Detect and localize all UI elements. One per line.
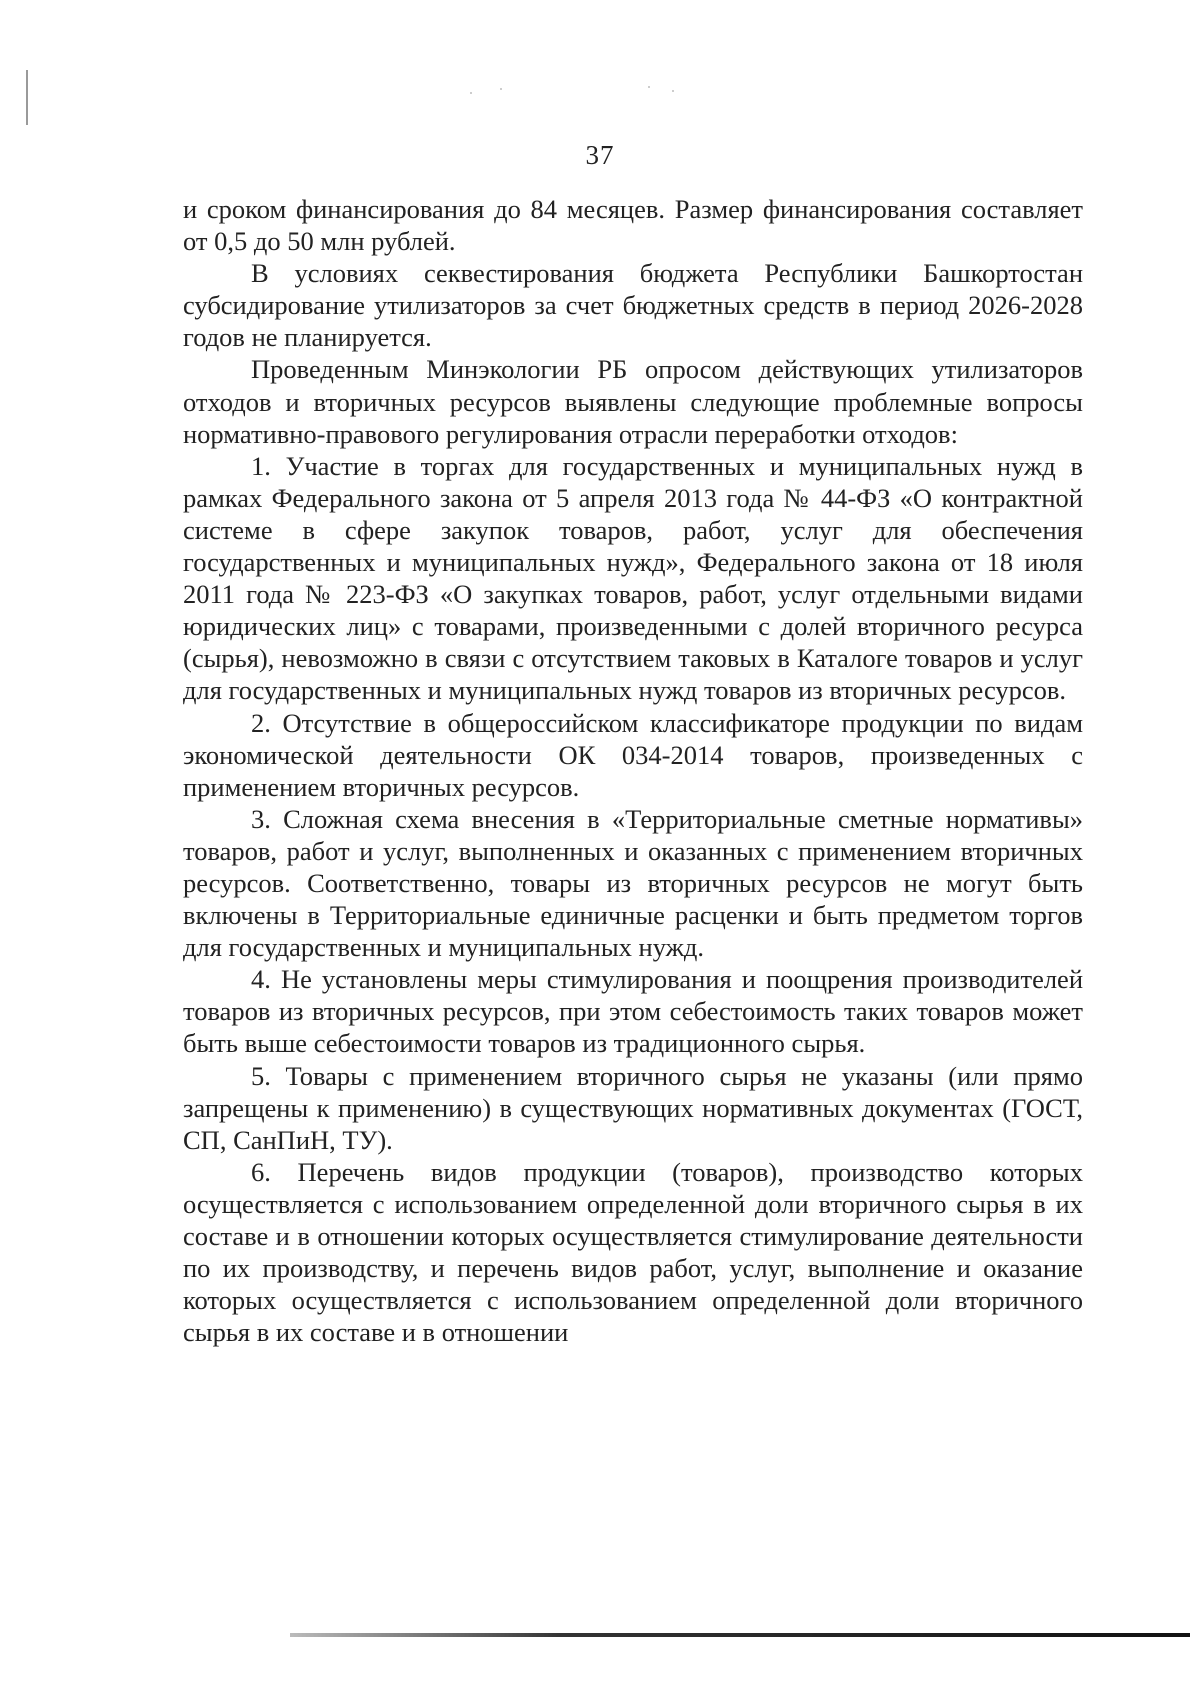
paragraph-survey: Проведенным Минэкологии РБ опросом действующих утилизаторов отходов и вторичных ресурсов выявлены следующие проблемные вопросы нормативно-правового регулирования отрасли переработки отходов: xyxy=(183,354,1083,449)
list-item-4: 4. Не установлены меры стимулирования и поощрения производителей товаров из вторичных ресурсов, при этом себестоимость таких товаров может быть выше себестоимости товаров из традиционного сырья. xyxy=(183,964,1083,1059)
scan-edge-mark xyxy=(26,70,28,125)
scan-speck xyxy=(672,90,674,92)
scan-speck xyxy=(648,86,650,88)
page-number: 37 xyxy=(585,140,615,170)
document-body xyxy=(183,193,1083,1348)
list-item-5: 5. Товары с применением вторичного сырья не указаны (или прямо запрещены к применению) в существующих нормативных документах (ГОСТ, СП, СанПиН, ТУ). xyxy=(183,1060,1083,1155)
paragraph-continuation: и сроком финансирования до 84 месяцев. Размер финансирования составляет от 0,5 до 50 млн рублей. xyxy=(183,194,1083,257)
scan-bottom-edge xyxy=(290,1633,1190,1637)
list-item-6: 6. Перечень видов продукции (товаров), производство которых осуществляется с использованием определенной доли вторичного сырья в их составе и в отношении которых осуществляется стимулирование деятельности по их производству, и перечень видов работ, услуг, выполнение и оказание которых осуществляется с использованием определенной доли вторичного сырья в их составе и в отношении xyxy=(183,1156,1083,1348)
list-item-3: 3. Сложная схема внесения в «Территориальные сметные нормативы» товаров, работ и услуг, выполненных и оказанных с применением вторичных ресурсов. Соответственно, товары из вторичных ресурсов не могут быть включены в Территориальные единичные расценки и быть предметом торгов для государственных и муниципальных нужд. xyxy=(183,803,1083,963)
scan-speck xyxy=(470,92,472,94)
list-item-2: 2. Отсутствие в общероссийском классификаторе продукции по видам экономической деятельности ОК 034-2014 товаров, произведенных с применением вторичных ресурсов. xyxy=(183,707,1083,802)
list-item-1: 1. Участие в торгах для государственных и муниципальных нужд в рамках Федерального закона от 5 апреля 2013 года № 44-ФЗ «О контрактной системе в сфере закупок товаров, работ, услуг для обеспечения государственных и муниципальных нужд», Федерального закона от 18 июля 2011 года № 223-ФЗ «О закупках товаров, работ, услуг отдельными видами юридических лиц» с товарами, произведенными с долей вторичного ресурса (сырья), невозможно в связи с отсутствием таковых в Каталоге товаров и услуг для государственных и муниципальных нужд товаров из вторичных ресурсов. xyxy=(183,450,1083,706)
scan-speck xyxy=(500,88,502,90)
paragraph-budget: В условиях секвестирования бюджета Республики Башкортостан субсидирование утилизаторов за счет бюджетных средств в период 2026-2028 годов не планируется. xyxy=(183,258,1083,353)
